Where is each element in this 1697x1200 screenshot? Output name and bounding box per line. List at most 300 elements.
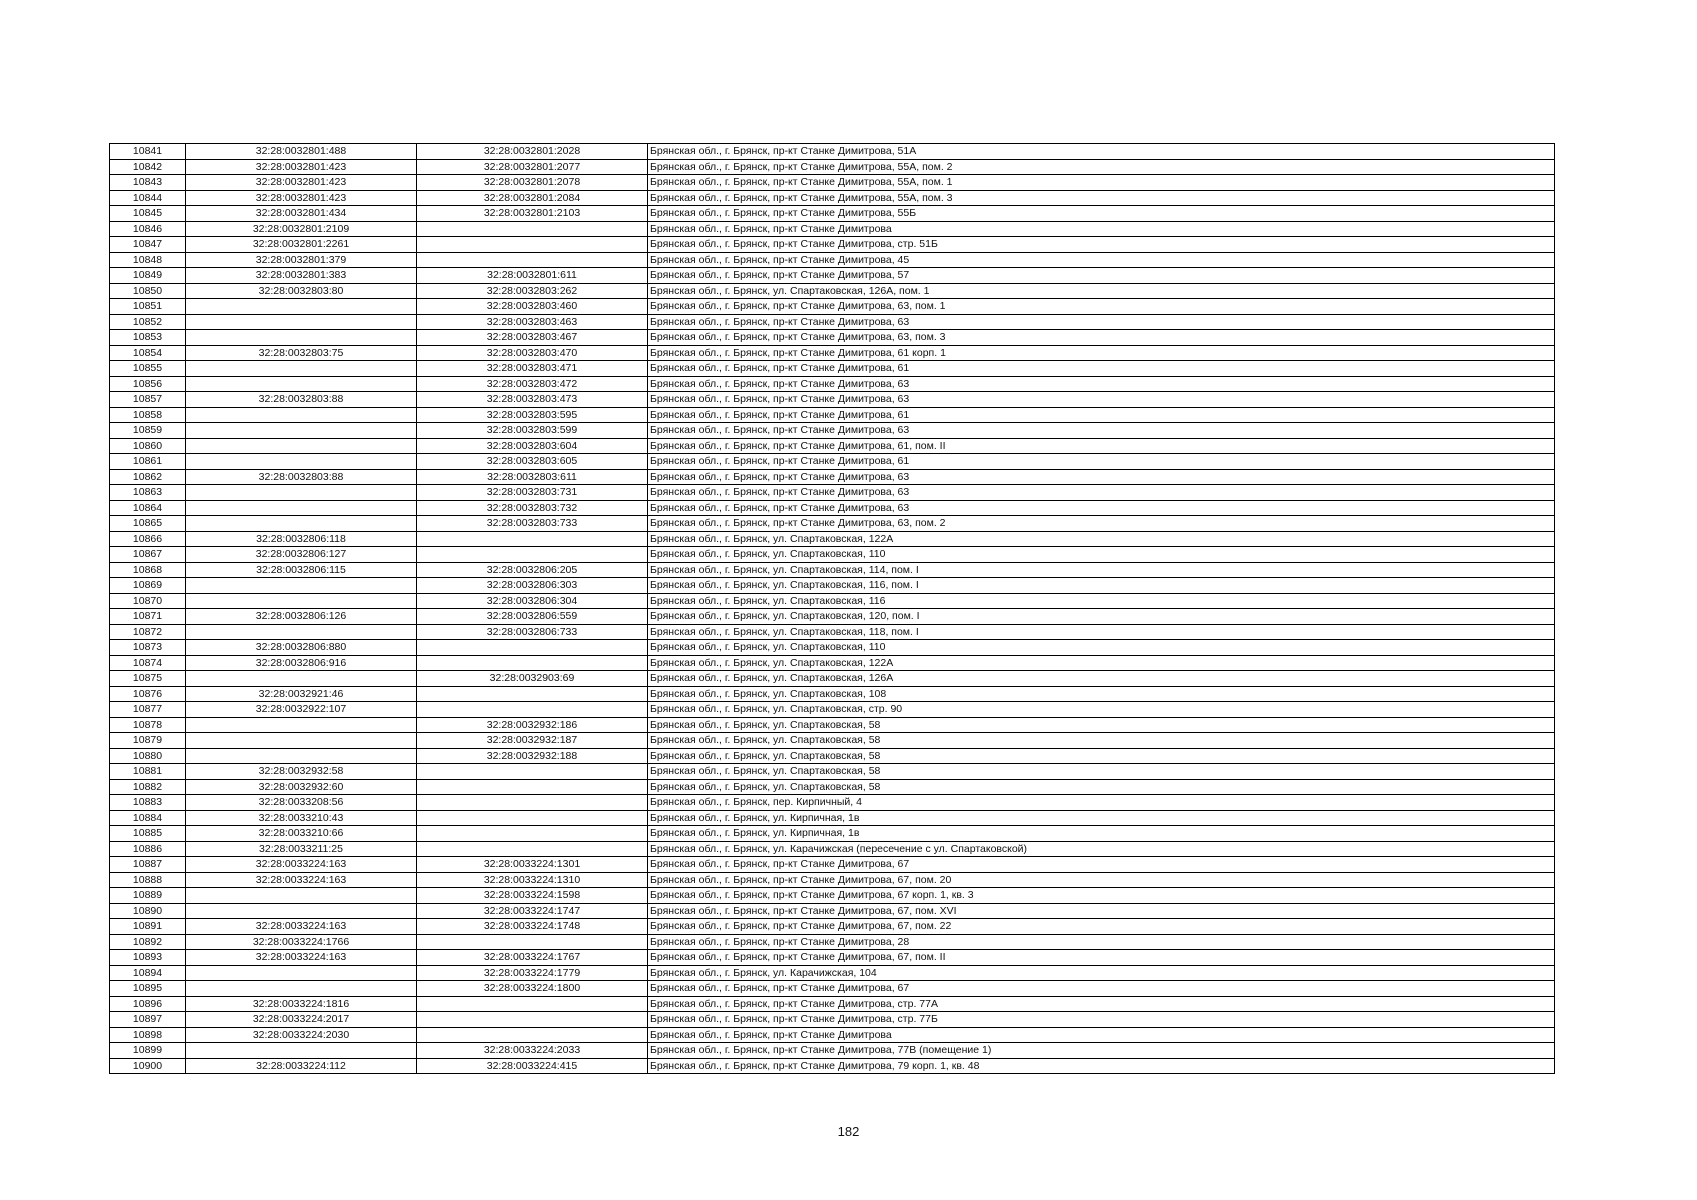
address-cell: Брянская обл., г. Брянск, пр-кт Станке Димитрова, 63, пом. 2 — [648, 516, 1555, 532]
parcel-number-cell — [186, 407, 417, 423]
object-number-cell: 32:28:0032803:460 — [417, 299, 648, 315]
object-number-cell: 32:28:0032932:187 — [417, 733, 648, 749]
table-row — [110, 299, 1555, 315]
row-number-cell: 10848 — [110, 252, 186, 268]
table-row — [110, 438, 1555, 454]
object-number-cell — [417, 237, 648, 253]
table-row — [110, 1058, 1555, 1074]
parcel-number-cell — [186, 454, 417, 470]
row-number-cell: 10843 — [110, 175, 186, 191]
row-number-cell: 10842 — [110, 159, 186, 175]
table-row — [110, 996, 1555, 1012]
table-row — [110, 1027, 1555, 1043]
row-number-cell: 10888 — [110, 872, 186, 888]
table-row — [110, 531, 1555, 547]
object-number-cell: 32:28:0032803:733 — [417, 516, 648, 532]
object-number-cell: 32:28:0032803:470 — [417, 345, 648, 361]
parcel-number-cell: 32:28:0032803:88 — [186, 392, 417, 408]
table-row — [110, 562, 1555, 578]
table-row — [110, 206, 1555, 222]
row-number-cell: 10866 — [110, 531, 186, 547]
table-body — [110, 144, 1555, 1074]
parcel-number-cell: 32:28:0033224:1766 — [186, 934, 417, 950]
object-number-cell: 32:28:0032932:186 — [417, 717, 648, 733]
table-row — [110, 1043, 1555, 1059]
row-number-cell: 10880 — [110, 748, 186, 764]
row-number-cell: 10899 — [110, 1043, 186, 1059]
address-cell: Брянская обл., г. Брянск, ул. Карачижская, 104 — [648, 965, 1555, 981]
parcel-number-cell — [186, 485, 417, 501]
address-cell: Брянская обл., г. Брянск, пр-кт Станке Димитрова, 51А — [648, 144, 1555, 160]
parcel-number-cell — [186, 888, 417, 904]
parcel-number-cell: 32:28:0032801:2261 — [186, 237, 417, 253]
address-cell: Брянская обл., г. Брянск, ул. Спартаковская, 126А, пом. 1 — [648, 283, 1555, 299]
object-number-cell: 32:28:0032803:595 — [417, 407, 648, 423]
object-number-cell: 32:28:0032803:262 — [417, 283, 648, 299]
object-number-cell: 32:28:0032803:471 — [417, 361, 648, 377]
address-cell: Брянская обл., г. Брянск, ул. Спартаковская, 122А — [648, 655, 1555, 671]
row-number-cell: 10882 — [110, 779, 186, 795]
row-number-cell: 10895 — [110, 981, 186, 997]
address-cell: Брянская обл., г. Брянск, ул. Спартаковская, 116 — [648, 593, 1555, 609]
address-cell: Брянская обл., г. Брянск, пр-кт Станке Димитрова, 63 — [648, 392, 1555, 408]
table-row — [110, 144, 1555, 160]
row-number-cell: 10851 — [110, 299, 186, 315]
parcel-number-cell: 32:28:0032932:60 — [186, 779, 417, 795]
row-number-cell: 10891 — [110, 919, 186, 935]
object-number-cell: 32:28:0033224:1779 — [417, 965, 648, 981]
table-row — [110, 345, 1555, 361]
address-cell: Брянская обл., г. Брянск, ул. Спартаковская, стр. 90 — [648, 702, 1555, 718]
object-number-cell — [417, 810, 648, 826]
table-row — [110, 981, 1555, 997]
object-number-cell — [417, 779, 648, 795]
object-number-cell — [417, 841, 648, 857]
parcel-number-cell — [186, 361, 417, 377]
table-row — [110, 702, 1555, 718]
row-number-cell: 10853 — [110, 330, 186, 346]
address-cell: Брянская обл., г. Брянск, пр-кт Станке Димитрова, 67, пом. 20 — [648, 872, 1555, 888]
parcel-number-cell — [186, 717, 417, 733]
address-cell: Брянская обл., г. Брянск, пр-кт Станке Димитрова, 61 — [648, 454, 1555, 470]
table-row — [110, 795, 1555, 811]
address-cell: Брянская обл., г. Брянск, пр-кт Станке Димитрова, стр. 77Б — [648, 1012, 1555, 1028]
table-row — [110, 268, 1555, 284]
object-number-cell: 32:28:0032806:559 — [417, 609, 648, 625]
object-number-cell: 32:28:0032803:472 — [417, 376, 648, 392]
object-number-cell: 32:28:0033224:2033 — [417, 1043, 648, 1059]
row-number-cell: 10890 — [110, 903, 186, 919]
object-number-cell — [417, 547, 648, 563]
parcel-number-cell: 32:28:0032801:423 — [186, 159, 417, 175]
table-row — [110, 593, 1555, 609]
address-cell: Брянская обл., г. Брянск, пр-кт Станке Димитрова — [648, 221, 1555, 237]
object-number-cell — [417, 934, 648, 950]
object-number-cell — [417, 764, 648, 780]
object-number-cell: 32:28:0032806:303 — [417, 578, 648, 594]
object-number-cell — [417, 252, 648, 268]
object-number-cell — [417, 531, 648, 547]
address-cell: Брянская обл., г. Брянск, пр-кт Станке Димитрова, 67, пом. XVI — [648, 903, 1555, 919]
table-row — [110, 950, 1555, 966]
table-row — [110, 872, 1555, 888]
parcel-number-cell: 32:28:0032801:383 — [186, 268, 417, 284]
object-number-cell — [417, 1012, 648, 1028]
row-number-cell: 10874 — [110, 655, 186, 671]
table-row — [110, 175, 1555, 191]
object-number-cell: 32:28:0033224:415 — [417, 1058, 648, 1074]
object-number-cell: 32:28:0032803:467 — [417, 330, 648, 346]
table-row — [110, 717, 1555, 733]
address-cell: Брянская обл., г. Брянск, пр-кт Станке Димитрова, 63 — [648, 376, 1555, 392]
object-number-cell — [417, 826, 648, 842]
object-number-cell: 32:28:0032803:611 — [417, 469, 648, 485]
table-row — [110, 965, 1555, 981]
parcel-number-cell — [186, 438, 417, 454]
address-cell: Брянская обл., г. Брянск, пр-кт Станке Димитрова, 55А, пом. 3 — [648, 190, 1555, 206]
object-number-cell — [417, 686, 648, 702]
table-row — [110, 376, 1555, 392]
address-cell: Брянская обл., г. Брянск, ул. Кирпичная, 1в — [648, 810, 1555, 826]
address-cell: Брянская обл., г. Брянск, пр-кт Станке Димитрова, 67, пом. 22 — [648, 919, 1555, 935]
parcel-number-cell: 32:28:0032801:423 — [186, 175, 417, 191]
object-number-cell: 32:28:0032801:2077 — [417, 159, 648, 175]
object-number-cell: 32:28:0032801:2028 — [417, 144, 648, 160]
parcel-number-cell: 32:28:0032801:434 — [186, 206, 417, 222]
parcel-number-cell: 32:28:0033210:66 — [186, 826, 417, 842]
address-cell: Брянская обл., г. Брянск, пр-кт Станке Димитрова, 45 — [648, 252, 1555, 268]
object-number-cell: 32:28:0032803:463 — [417, 314, 648, 330]
table-row — [110, 392, 1555, 408]
object-number-cell — [417, 795, 648, 811]
object-number-cell: 32:28:0032801:611 — [417, 268, 648, 284]
address-cell: Брянская обл., г. Брянск, пр-кт Станке Димитрова — [648, 1027, 1555, 1043]
table-row — [110, 841, 1555, 857]
address-cell: Брянская обл., г. Брянск, пр-кт Станке Димитрова, стр. 51Б — [648, 237, 1555, 253]
table-row — [110, 578, 1555, 594]
address-cell: Брянская обл., г. Брянск, ул. Спартаковская, 116, пом. I — [648, 578, 1555, 594]
address-cell: Брянская обл., г. Брянск, пр-кт Станке Димитрова, 63, пом. 3 — [648, 330, 1555, 346]
table-row — [110, 330, 1555, 346]
address-cell: Брянская обл., г. Брянск, пр-кт Станке Димитрова, 63 — [648, 485, 1555, 501]
parcel-number-cell — [186, 423, 417, 439]
parcel-number-cell — [186, 578, 417, 594]
address-cell: Брянская обл., г. Брянск, пр-кт Станке Димитрова, 57 — [648, 268, 1555, 284]
parcel-number-cell — [186, 593, 417, 609]
registry-table — [109, 143, 1555, 1074]
parcel-number-cell — [186, 733, 417, 749]
row-number-cell: 10871 — [110, 609, 186, 625]
parcel-number-cell: 32:28:0033211:25 — [186, 841, 417, 857]
row-number-cell: 10884 — [110, 810, 186, 826]
table-row — [110, 624, 1555, 640]
parcel-number-cell: 32:28:0033224:2017 — [186, 1012, 417, 1028]
row-number-cell: 10900 — [110, 1058, 186, 1074]
object-number-cell: 32:28:0032932:188 — [417, 748, 648, 764]
row-number-cell: 10849 — [110, 268, 186, 284]
address-cell: Брянская обл., г. Брянск, ул. Кирпичная, 1в — [648, 826, 1555, 842]
parcel-number-cell: 32:28:0032803:88 — [186, 469, 417, 485]
row-number-cell: 10875 — [110, 671, 186, 687]
table-row — [110, 671, 1555, 687]
table-row — [110, 826, 1555, 842]
object-number-cell — [417, 221, 648, 237]
row-number-cell: 10881 — [110, 764, 186, 780]
parcel-number-cell: 32:28:0033224:163 — [186, 950, 417, 966]
address-cell: Брянская обл., г. Брянск, ул. Спартаковская, 118, пом. I — [648, 624, 1555, 640]
table-row — [110, 1012, 1555, 1028]
parcel-number-cell — [186, 965, 417, 981]
parcel-number-cell: 32:28:0032803:80 — [186, 283, 417, 299]
table-row — [110, 221, 1555, 237]
table-row — [110, 500, 1555, 516]
row-number-cell: 10861 — [110, 454, 186, 470]
table-row — [110, 903, 1555, 919]
object-number-cell — [417, 702, 648, 718]
parcel-number-cell — [186, 1043, 417, 1059]
address-cell: Брянская обл., г. Брянск, ул. Спартаковская, 58 — [648, 717, 1555, 733]
parcel-number-cell — [186, 314, 417, 330]
parcel-number-cell — [186, 299, 417, 315]
row-number-cell: 10858 — [110, 407, 186, 423]
row-number-cell: 10897 — [110, 1012, 186, 1028]
address-cell: Брянская обл., г. Брянск, пр-кт Станке Димитрова, 61 корп. 1 — [648, 345, 1555, 361]
address-cell: Брянская обл., г. Брянск, пр-кт Станке Димитрова, 79 корп. 1, кв. 48 — [648, 1058, 1555, 1074]
parcel-number-cell — [186, 624, 417, 640]
parcel-number-cell — [186, 376, 417, 392]
object-number-cell: 32:28:0032801:2103 — [417, 206, 648, 222]
row-number-cell: 10847 — [110, 237, 186, 253]
row-number-cell: 10869 — [110, 578, 186, 594]
object-number-cell: 32:28:0032903:69 — [417, 671, 648, 687]
table-row — [110, 252, 1555, 268]
table-row — [110, 609, 1555, 625]
object-number-cell: 32:28:0032803:599 — [417, 423, 648, 439]
address-cell: Брянская обл., г. Брянск, пр-кт Станке Димитрова, 55А, пом. 2 — [648, 159, 1555, 175]
table-row — [110, 423, 1555, 439]
address-cell: Брянская обл., г. Брянск, пер. Кирпичный, 4 — [648, 795, 1555, 811]
table-row — [110, 407, 1555, 423]
object-number-cell — [417, 1027, 648, 1043]
object-number-cell: 32:28:0033224:1748 — [417, 919, 648, 935]
address-cell: Брянская обл., г. Брянск, пр-кт Станке Димитрова, 55А, пом. 1 — [648, 175, 1555, 191]
parcel-number-cell: 32:28:0032803:75 — [186, 345, 417, 361]
table-row — [110, 857, 1555, 873]
parcel-number-cell: 32:28:0033224:112 — [186, 1058, 417, 1074]
row-number-cell: 10872 — [110, 624, 186, 640]
row-number-cell: 10864 — [110, 500, 186, 516]
parcel-number-cell: 32:28:0033224:2030 — [186, 1027, 417, 1043]
object-number-cell: 32:28:0032806:733 — [417, 624, 648, 640]
address-cell: Брянская обл., г. Брянск, ул. Спартаковская, 110 — [648, 547, 1555, 563]
address-cell: Брянская обл., г. Брянск, пр-кт Станке Димитрова, 63 — [648, 500, 1555, 516]
parcel-number-cell — [186, 748, 417, 764]
row-number-cell: 10896 — [110, 996, 186, 1012]
row-number-cell: 10859 — [110, 423, 186, 439]
registry-table-container — [109, 143, 1554, 1074]
object-number-cell: 32:28:0033224:1598 — [417, 888, 648, 904]
parcel-number-cell: 32:28:0032806:916 — [186, 655, 417, 671]
table-row — [110, 516, 1555, 532]
row-number-cell: 10844 — [110, 190, 186, 206]
address-cell: Брянская обл., г. Брянск, пр-кт Станке Димитрова, 63 — [648, 423, 1555, 439]
address-cell: Брянская обл., г. Брянск, пр-кт Станке Димитрова, 67 — [648, 981, 1555, 997]
parcel-number-cell: 32:28:0032806:126 — [186, 609, 417, 625]
table-row — [110, 888, 1555, 904]
table-row — [110, 655, 1555, 671]
object-number-cell: 32:28:0032803:604 — [417, 438, 648, 454]
address-cell: Брянская обл., г. Брянск, ул. Спартаковская, 126А — [648, 671, 1555, 687]
table-row — [110, 190, 1555, 206]
row-number-cell: 10870 — [110, 593, 186, 609]
table-row — [110, 159, 1555, 175]
row-number-cell: 10863 — [110, 485, 186, 501]
object-number-cell — [417, 640, 648, 656]
table-row — [110, 919, 1555, 935]
parcel-number-cell: 32:28:0032921:46 — [186, 686, 417, 702]
object-number-cell: 32:28:0032801:2078 — [417, 175, 648, 191]
parcel-number-cell: 32:28:0032806:115 — [186, 562, 417, 578]
table-row — [110, 810, 1555, 826]
address-cell: Брянская обл., г. Брянск, пр-кт Станке Димитрова, 67 — [648, 857, 1555, 873]
address-cell: Брянская обл., г. Брянск, пр-кт Станке Димитрова, 28 — [648, 934, 1555, 950]
parcel-number-cell: 32:28:0033224:1816 — [186, 996, 417, 1012]
row-number-cell: 10877 — [110, 702, 186, 718]
object-number-cell: 32:28:0032806:205 — [417, 562, 648, 578]
table-row — [110, 547, 1555, 563]
parcel-number-cell: 32:28:0033208:56 — [186, 795, 417, 811]
parcel-number-cell — [186, 500, 417, 516]
parcel-number-cell: 32:28:0033224:163 — [186, 857, 417, 873]
address-cell: Брянская обл., г. Брянск, ул. Карачижская (пересечение с ул. Спартаковской) — [648, 841, 1555, 857]
row-number-cell: 10886 — [110, 841, 186, 857]
row-number-cell: 10889 — [110, 888, 186, 904]
object-number-cell: 32:28:0033224:1747 — [417, 903, 648, 919]
address-cell: Брянская обл., г. Брянск, пр-кт Станке Димитрова, 61 — [648, 407, 1555, 423]
address-cell: Брянская обл., г. Брянск, пр-кт Станке Димитрова, 63, пом. 1 — [648, 299, 1555, 315]
object-number-cell: 32:28:0033224:1800 — [417, 981, 648, 997]
parcel-number-cell: 32:28:0032922:107 — [186, 702, 417, 718]
row-number-cell: 10893 — [110, 950, 186, 966]
row-number-cell: 10873 — [110, 640, 186, 656]
parcel-number-cell: 32:28:0032801:2109 — [186, 221, 417, 237]
row-number-cell: 10841 — [110, 144, 186, 160]
address-cell: Брянская обл., г. Брянск, пр-кт Станке Димитрова, 63 — [648, 314, 1555, 330]
object-number-cell: 32:28:0033224:1301 — [417, 857, 648, 873]
address-cell: Брянская обл., г. Брянск, пр-кт Станке Димитрова, 67, пом. II — [648, 950, 1555, 966]
parcel-number-cell: 32:28:0032806:127 — [186, 547, 417, 563]
row-number-cell: 10860 — [110, 438, 186, 454]
table-row — [110, 764, 1555, 780]
address-cell: Брянская обл., г. Брянск, пр-кт Станке Димитрова, 61, пом. II — [648, 438, 1555, 454]
address-cell: Брянская обл., г. Брянск, ул. Спартаковская, 122А — [648, 531, 1555, 547]
object-number-cell — [417, 996, 648, 1012]
parcel-number-cell — [186, 330, 417, 346]
table-row — [110, 686, 1555, 702]
object-number-cell: 32:28:0032803:605 — [417, 454, 648, 470]
address-cell: Брянская обл., г. Брянск, ул. Спартаковская, 58 — [648, 733, 1555, 749]
table-row — [110, 733, 1555, 749]
row-number-cell: 10876 — [110, 686, 186, 702]
row-number-cell: 10867 — [110, 547, 186, 563]
object-number-cell: 32:28:0032803:731 — [417, 485, 648, 501]
parcel-number-cell — [186, 903, 417, 919]
parcel-number-cell: 32:28:0032932:58 — [186, 764, 417, 780]
parcel-number-cell: 32:28:0032806:118 — [186, 531, 417, 547]
address-cell: Брянская обл., г. Брянск, ул. Спартаковская, 58 — [648, 764, 1555, 780]
parcel-number-cell: 32:28:0032801:423 — [186, 190, 417, 206]
parcel-number-cell — [186, 516, 417, 532]
object-number-cell: 32:28:0032801:2084 — [417, 190, 648, 206]
object-number-cell: 32:28:0032806:304 — [417, 593, 648, 609]
table-row — [110, 314, 1555, 330]
address-cell: Брянская обл., г. Брянск, пр-кт Станке Димитрова, 77В (помещение 1) — [648, 1043, 1555, 1059]
row-number-cell: 10865 — [110, 516, 186, 532]
address-cell: Брянская обл., г. Брянск, пр-кт Станке Димитрова, 55Б — [648, 206, 1555, 222]
row-number-cell: 10898 — [110, 1027, 186, 1043]
address-cell: Брянская обл., г. Брянск, ул. Спартаковская, 58 — [648, 779, 1555, 795]
row-number-cell: 10878 — [110, 717, 186, 733]
table-row — [110, 640, 1555, 656]
row-number-cell: 10894 — [110, 965, 186, 981]
row-number-cell: 10857 — [110, 392, 186, 408]
table-row — [110, 237, 1555, 253]
table-row — [110, 361, 1555, 377]
address-cell: Брянская обл., г. Брянск, ул. Спартаковская, 114, пом. I — [648, 562, 1555, 578]
row-number-cell: 10862 — [110, 469, 186, 485]
address-cell: Брянская обл., г. Брянск, пр-кт Станке Димитрова, 63 — [648, 469, 1555, 485]
address-cell: Брянская обл., г. Брянск, пр-кт Станке Димитрова, 67 корп. 1, кв. 3 — [648, 888, 1555, 904]
object-number-cell: 32:28:0032803:473 — [417, 392, 648, 408]
table-row — [110, 779, 1555, 795]
row-number-cell: 10845 — [110, 206, 186, 222]
table-row — [110, 454, 1555, 470]
parcel-number-cell — [186, 671, 417, 687]
parcel-number-cell: 32:28:0033224:163 — [186, 872, 417, 888]
page-number: 182 — [837, 1124, 860, 1139]
address-cell: Брянская обл., г. Брянск, ул. Спартаковская, 110 — [648, 640, 1555, 656]
row-number-cell: 10850 — [110, 283, 186, 299]
parcel-number-cell: 32:28:0032801:379 — [186, 252, 417, 268]
parcel-number-cell: 32:28:0032806:880 — [186, 640, 417, 656]
row-number-cell: 10852 — [110, 314, 186, 330]
row-number-cell: 10856 — [110, 376, 186, 392]
row-number-cell: 10854 — [110, 345, 186, 361]
row-number-cell: 10879 — [110, 733, 186, 749]
row-number-cell: 10892 — [110, 934, 186, 950]
row-number-cell: 10846 — [110, 221, 186, 237]
table-row — [110, 934, 1555, 950]
row-number-cell: 10868 — [110, 562, 186, 578]
address-cell: Брянская обл., г. Брянск, ул. Спартаковская, 58 — [648, 748, 1555, 764]
address-cell: Брянская обл., г. Брянск, ул. Спартаковская, 108 — [648, 686, 1555, 702]
row-number-cell: 10885 — [110, 826, 186, 842]
table-row — [110, 485, 1555, 501]
table-row — [110, 283, 1555, 299]
parcel-number-cell: 32:28:0033210:43 — [186, 810, 417, 826]
object-number-cell: 32:28:0032803:732 — [417, 500, 648, 516]
address-cell: Брянская обл., г. Брянск, пр-кт Станке Димитрова, стр. 77А — [648, 996, 1555, 1012]
row-number-cell: 10883 — [110, 795, 186, 811]
object-number-cell — [417, 655, 648, 671]
address-cell: Брянская обл., г. Брянск, пр-кт Станке Димитрова, 61 — [648, 361, 1555, 377]
table-row — [110, 469, 1555, 485]
row-number-cell: 10855 — [110, 361, 186, 377]
parcel-number-cell: 32:28:0032801:488 — [186, 144, 417, 160]
parcel-number-cell — [186, 981, 417, 997]
object-number-cell: 32:28:0033224:1310 — [417, 872, 648, 888]
row-number-cell: 10887 — [110, 857, 186, 873]
